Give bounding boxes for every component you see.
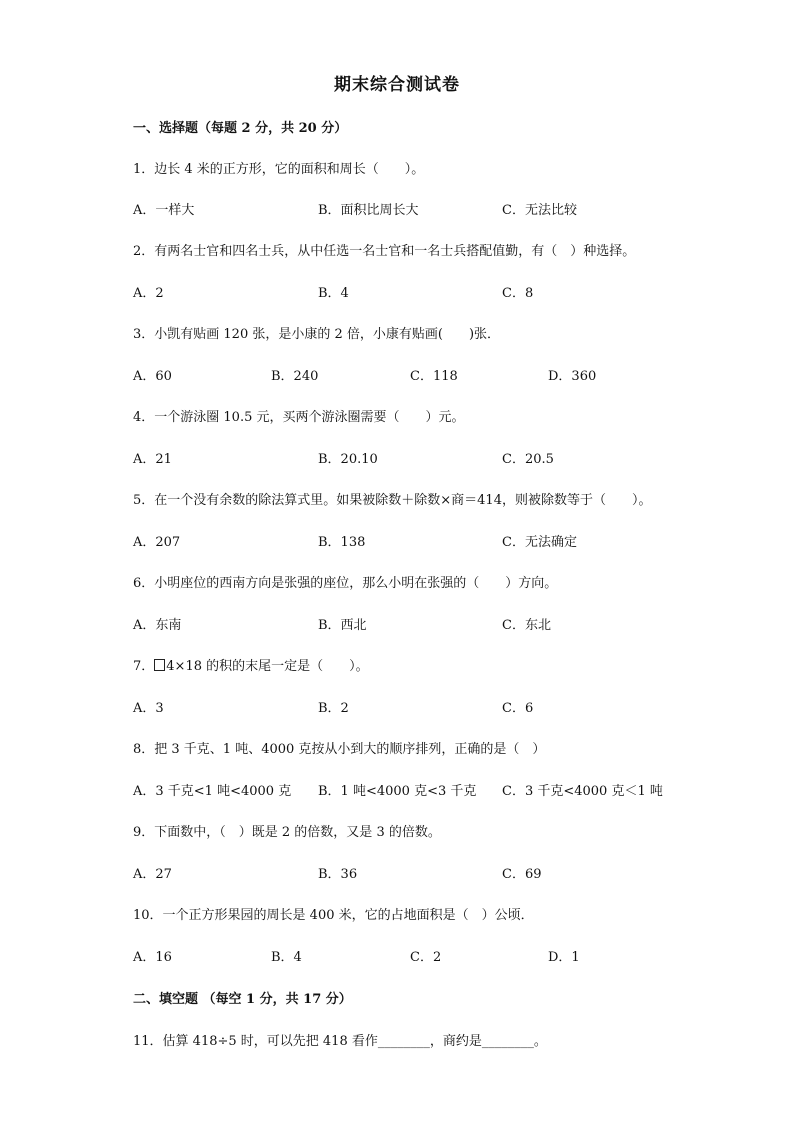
- q5-option-c[interactable]: C．无法确定: [502, 535, 577, 550]
- q5-option-b[interactable]: B．138: [318, 535, 366, 550]
- question-1: 1．边长 4 米的正方形，它的面积和周长（ ）。: [133, 162, 425, 177]
- question-5: 5．在一个没有余数的除法算式里。如果被除数＋除数×商＝414，则被除数等于（ ）。: [133, 493, 652, 508]
- q1-option-c[interactable]: C．无法比较: [502, 203, 577, 218]
- q8-option-b[interactable]: B．1 吨<4000 克<3 千克: [318, 784, 477, 799]
- q3-option-b[interactable]: B．240: [271, 369, 319, 384]
- question-7-number: 7．: [133, 659, 155, 674]
- q3-option-d[interactable]: D．360: [548, 369, 597, 384]
- q10-option-d[interactable]: D．1: [548, 950, 580, 965]
- q6-option-b[interactable]: B．西北: [318, 618, 367, 633]
- question-8: 8．把 3 千克、1 吨、4000 克按从小到大的顺序排列，正确的是（ ）: [133, 742, 546, 757]
- question-2: 2．有两名士官和四名士兵，从中任选一名士官和一名士兵搭配值勤，有（ ）种选择。: [133, 244, 636, 259]
- question-3: 3．小凯有贴画 120 张，是小康的 2 倍，小康有贴画( )张．: [133, 327, 501, 342]
- question-7: [133, 655, 369, 674]
- q4-option-c[interactable]: C．20.5: [502, 452, 554, 467]
- q2-option-a[interactable]: A．2: [133, 286, 164, 301]
- q4-option-b[interactable]: B．20.10: [318, 452, 378, 467]
- question-11: 11．估算 418÷5 时，可以先把 418 看作________，商约是________。: [133, 1034, 547, 1049]
- q8-option-c[interactable]: C．3 千克<4000 克＜1 吨: [502, 784, 663, 799]
- page-title: 期末综合测试卷: [334, 75, 460, 95]
- question-9: 9．下面数中，（ ）既是 2 的倍数，又是 3 的倍数。: [133, 825, 441, 840]
- question-6: 6．小明座位的西南方向是张强的座位，那么小明在张强的（ ）方向。: [133, 576, 558, 591]
- q6-option-a[interactable]: A．东南: [133, 618, 182, 633]
- q4-option-a[interactable]: A．21: [133, 452, 172, 467]
- q2-option-b[interactable]: B．4: [318, 286, 349, 301]
- question-4: 4．一个游泳圈 10.5 元，买两个游泳圈需要（ ）元。: [133, 410, 465, 425]
- q9-option-a[interactable]: A．27: [133, 867, 172, 882]
- q7-option-b[interactable]: B．2: [318, 701, 349, 716]
- q5-option-a[interactable]: A．207: [133, 535, 181, 550]
- q2-option-c[interactable]: C．8: [502, 286, 534, 301]
- q9-option-b[interactable]: B．36: [318, 867, 358, 882]
- q10-option-b[interactable]: B．4: [271, 950, 302, 965]
- q10-option-a[interactable]: A．16: [133, 950, 172, 965]
- q3-option-c[interactable]: C．118: [410, 369, 458, 384]
- q1-option-a[interactable]: A．一样大: [133, 203, 195, 218]
- q7-option-c[interactable]: C．6: [502, 701, 534, 716]
- blank-box-icon: [154, 659, 165, 671]
- q9-option-c[interactable]: C．69: [502, 867, 542, 882]
- question-10: 10．一个正方形果园的周长是 400 米，它的占地面积是（ ）公顷．: [133, 908, 534, 923]
- section-heading-fill: 二、填空题 （每空 1 分，共 17 分）: [133, 992, 352, 1007]
- q7-option-a[interactable]: A．3: [133, 701, 164, 716]
- q8-option-a[interactable]: A．3 千克<1 吨<4000 克: [133, 784, 292, 799]
- q6-option-c[interactable]: C．东北: [502, 618, 551, 633]
- q10-option-c[interactable]: C．2: [410, 950, 442, 965]
- question-7-text: 4×18 的积的末尾一定是（ ）。: [166, 659, 369, 674]
- section-heading-choice: 一、选择题（每题 2 分，共 20 分）: [133, 121, 348, 136]
- q3-option-a[interactable]: A．60: [133, 369, 172, 384]
- q1-option-b[interactable]: B．面积比周长大: [318, 203, 419, 218]
